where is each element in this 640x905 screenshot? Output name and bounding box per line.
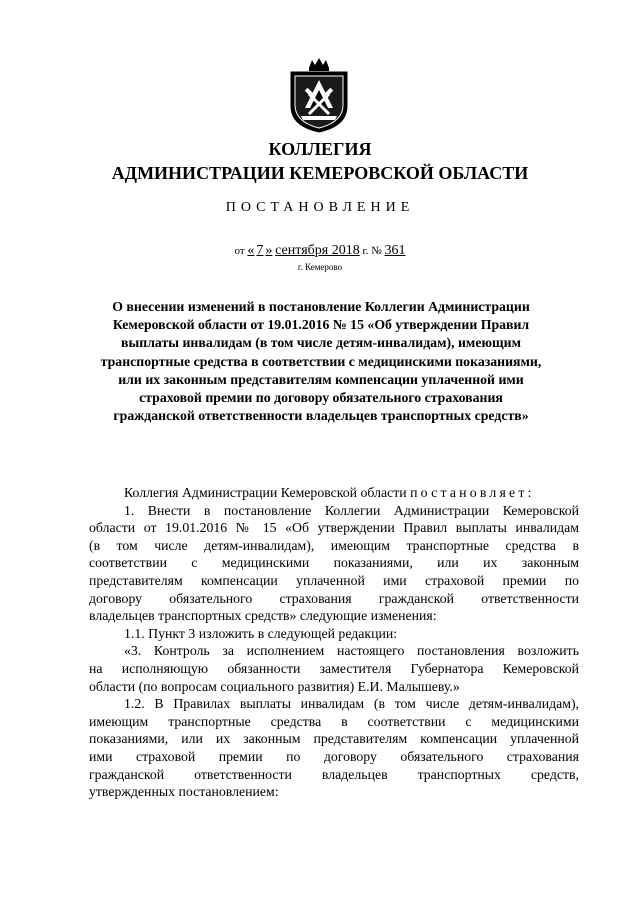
- intro-spaced-word: постановляет:: [410, 485, 535, 500]
- body-line: владельцев транспортных средств» следующие изменения:: [89, 608, 437, 624]
- title-line: страховой премии по договору обязательного страхования: [139, 390, 503, 406]
- body-line: 1.2. В Правилах выплаты инвалидам (в том числе детям-инвалидам),: [124, 696, 579, 712]
- body-line: представителям компенсации уплаченной ими страховой премии по: [89, 572, 579, 588]
- date-day: 7: [256, 243, 264, 258]
- body-line: на исполняющую обязанности заместителя Губернатора Кемеровской: [89, 660, 579, 676]
- body-line: утвержденных постановлением:: [89, 784, 279, 800]
- title-line: гражданской ответственности владельцев транспортных средств»: [113, 408, 529, 424]
- date-day-open-quote: «: [247, 243, 255, 258]
- date-month-year: сентября 2018: [275, 243, 360, 258]
- body-line: «3. Контроль за исполнением настоящего постановления возложить: [124, 643, 579, 659]
- org-name-line2: АДМИНИСТРАЦИИ КЕМЕРОВСКОЙ ОБЛАСТИ: [111, 163, 529, 183]
- body-line: показаниями, или их законным представителям компенсации уплаченной: [89, 731, 579, 747]
- body-intro: [89, 484, 579, 502]
- document-body: [89, 484, 579, 801]
- date-day-close-quote: »: [265, 243, 273, 258]
- date-prefix: от: [234, 245, 245, 257]
- body-line: области (по вопросам социального развития) Е.И. Малышеву.»: [89, 678, 460, 694]
- body-line: гражданской ответственности владельцев транспортных средств,: [89, 766, 579, 782]
- body-line: области от 19.01.2016 № 15 «Об утверждении Правил выплаты инвалидам: [89, 520, 579, 536]
- body-line: договору обязательного страхования гражданской ответственности: [89, 590, 579, 606]
- document-number: 361: [384, 243, 406, 258]
- document-date-line: [0, 243, 640, 259]
- title-line: транспортные средства в соответствии с медицинскими показаниями,: [100, 353, 542, 369]
- body-line: соответствии с медицинскими показаниями, или их законным: [89, 555, 579, 571]
- document-title: [100, 298, 542, 425]
- title-line: Кемеровской области от 19.01.2016 № 15 «Об утверждении Правил: [112, 317, 530, 333]
- intro-text: Коллегия Администрации Кемеровской области: [124, 485, 407, 500]
- document-type: ПОСТАНОВЛЕНИЕ: [225, 200, 415, 215]
- title-line: О внесении изменений в постановление Коллегии Администрации: [112, 299, 530, 314]
- body-line: (в том числе детям-инвалидам), имеющим транспортные средства в: [89, 537, 579, 553]
- body-line: ими страховой премии по договору обязательного страхования: [89, 748, 579, 764]
- body-line: 1.1. Пункт 3 изложить в следующей редакции:: [124, 625, 398, 641]
- body-line: 1. Внести в постановление Коллегии Администрации Кемеровской: [124, 502, 579, 518]
- document-city: г. Кемерово: [297, 262, 343, 272]
- coat-of-arms-emblem: [285, 56, 353, 134]
- date-year-suffix: г.: [362, 245, 369, 257]
- body-line: имеющим транспортные средства в соответствии с медицинскими: [89, 713, 579, 729]
- org-name-line1: КОЛЛЕГИЯ: [268, 139, 372, 159]
- number-sign: №: [371, 245, 382, 257]
- title-line: или их законным представителям компенсации уплаченной ими: [118, 371, 524, 387]
- title-line: выплаты инвалидам (в том числе детям-инвалидам), имеющим: [121, 335, 521, 351]
